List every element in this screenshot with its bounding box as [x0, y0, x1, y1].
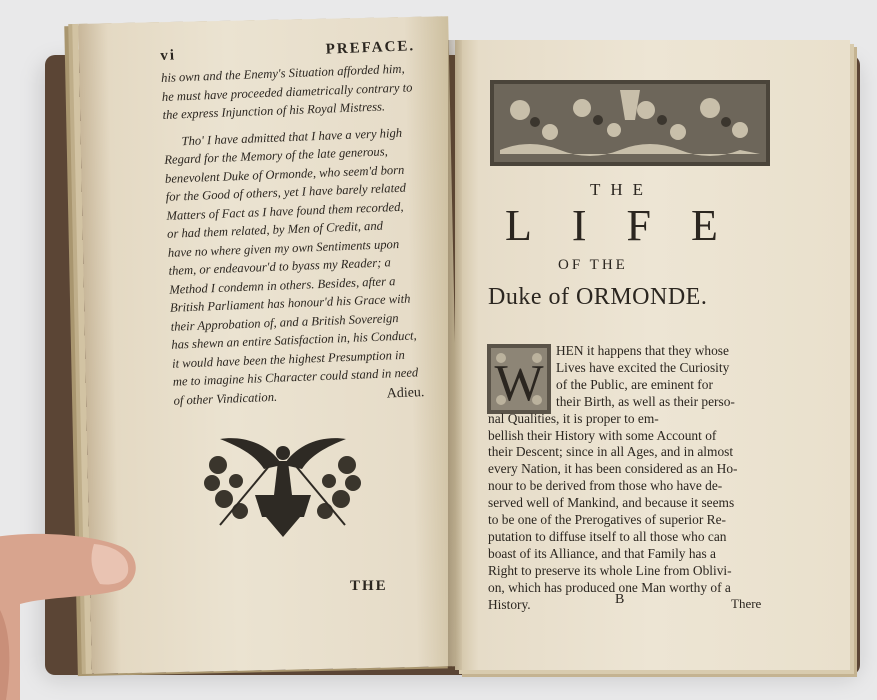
text-line: Matters of Fact as I have found them recorded,	[166, 199, 404, 223]
text-line: have no where given my own Sentiments upon	[167, 236, 400, 260]
text-line: or had them related, by Men of Credit, and	[166, 218, 384, 241]
preface-text	[161, 59, 429, 412]
page-number: vi	[160, 47, 177, 64]
title-duke-of-ormonde: Duke of ORMONDE.	[488, 284, 708, 310]
text-line: me to imagine his Character could stand in need	[172, 365, 419, 389]
left-page-text	[160, 38, 429, 412]
text-line: of the Public, are eminent for	[556, 376, 713, 392]
text-line: their Birth, as well as their perso-	[556, 393, 735, 409]
text-line: benevolent Duke of Ormonde, who seem'd born	[164, 162, 405, 186]
text-line: bellish their History with some Account of	[488, 427, 717, 443]
book-gutter	[448, 40, 462, 670]
right-catchword: There	[731, 596, 762, 611]
text-line: to be one of the Prerogatives of superior Re-	[488, 512, 726, 528]
text-line: it would have been the highest Presumption in	[171, 347, 406, 371]
ornamental-headpiece-icon	[490, 80, 770, 166]
text-line: Tho' I have admitted that I have a very high	[181, 125, 403, 148]
text-line: Right to preserve its whole Line from Oblivi-	[488, 562, 732, 578]
text-line: them, or endeavour'd to byass my Reader; a	[168, 255, 392, 278]
text-line: Method I condemn in others. Besides, after a	[169, 273, 396, 297]
title-the: THE	[590, 180, 654, 199]
text-line: he must have proceeded diametrically contrary to	[161, 79, 413, 104]
text-line: the express Injunction of his Royal Mistress.	[162, 99, 386, 122]
text-line: his own and the Enemy's Situation afforded him,	[160, 61, 405, 85]
running-head-title: PREFACE.	[325, 38, 416, 58]
text-line: nal Qualities, it is proper to em-	[488, 410, 659, 426]
thumb-icon	[0, 520, 150, 700]
text-line: of other Vindication.	[173, 389, 278, 408]
text-line: their Descent; since in all Ages, and in almost	[488, 444, 734, 460]
text-line: History.	[488, 596, 531, 612]
title-life: LIFE	[505, 201, 758, 250]
text-line: boast of its Alliance, and that Family has a	[488, 545, 716, 561]
text-line: British Parliament has honour'd his Grace with	[169, 291, 411, 315]
text-line: Regard for the Memory of the late generous,	[164, 144, 389, 167]
show-through-text	[170, 365, 420, 381]
text-line: HEN it happens that they whose	[556, 343, 729, 358]
left-catchword: THE	[350, 578, 388, 594]
text-line: has shewn an entire Satisfaction in, his Conduct,	[171, 328, 417, 352]
text-line: nour to be derived from those who have de-	[488, 478, 723, 494]
text-line: every Nation, it has been considered as an Ho-	[488, 461, 738, 477]
initial-letter: W	[494, 355, 544, 412]
eagle-tailpiece-icon	[200, 425, 365, 540]
closing-word: Adieu.	[386, 385, 425, 402]
text-line: on, which has produced one Man worthy of a	[488, 579, 731, 595]
text-line: for the Good of others, yet I have barely related	[165, 180, 407, 204]
chapter-body	[488, 343, 770, 614]
text-line: their Approbation of, and a British Sovereign	[170, 310, 399, 334]
title-of-the: OF THE	[558, 257, 628, 273]
text-line: putation to diffuse itself to all those who can	[488, 528, 727, 544]
text-line: Lives have excited the Curiosity	[556, 359, 730, 375]
text-line: served well of Mankind, and because it seems	[488, 495, 735, 511]
signature-mark: B	[615, 592, 625, 607]
